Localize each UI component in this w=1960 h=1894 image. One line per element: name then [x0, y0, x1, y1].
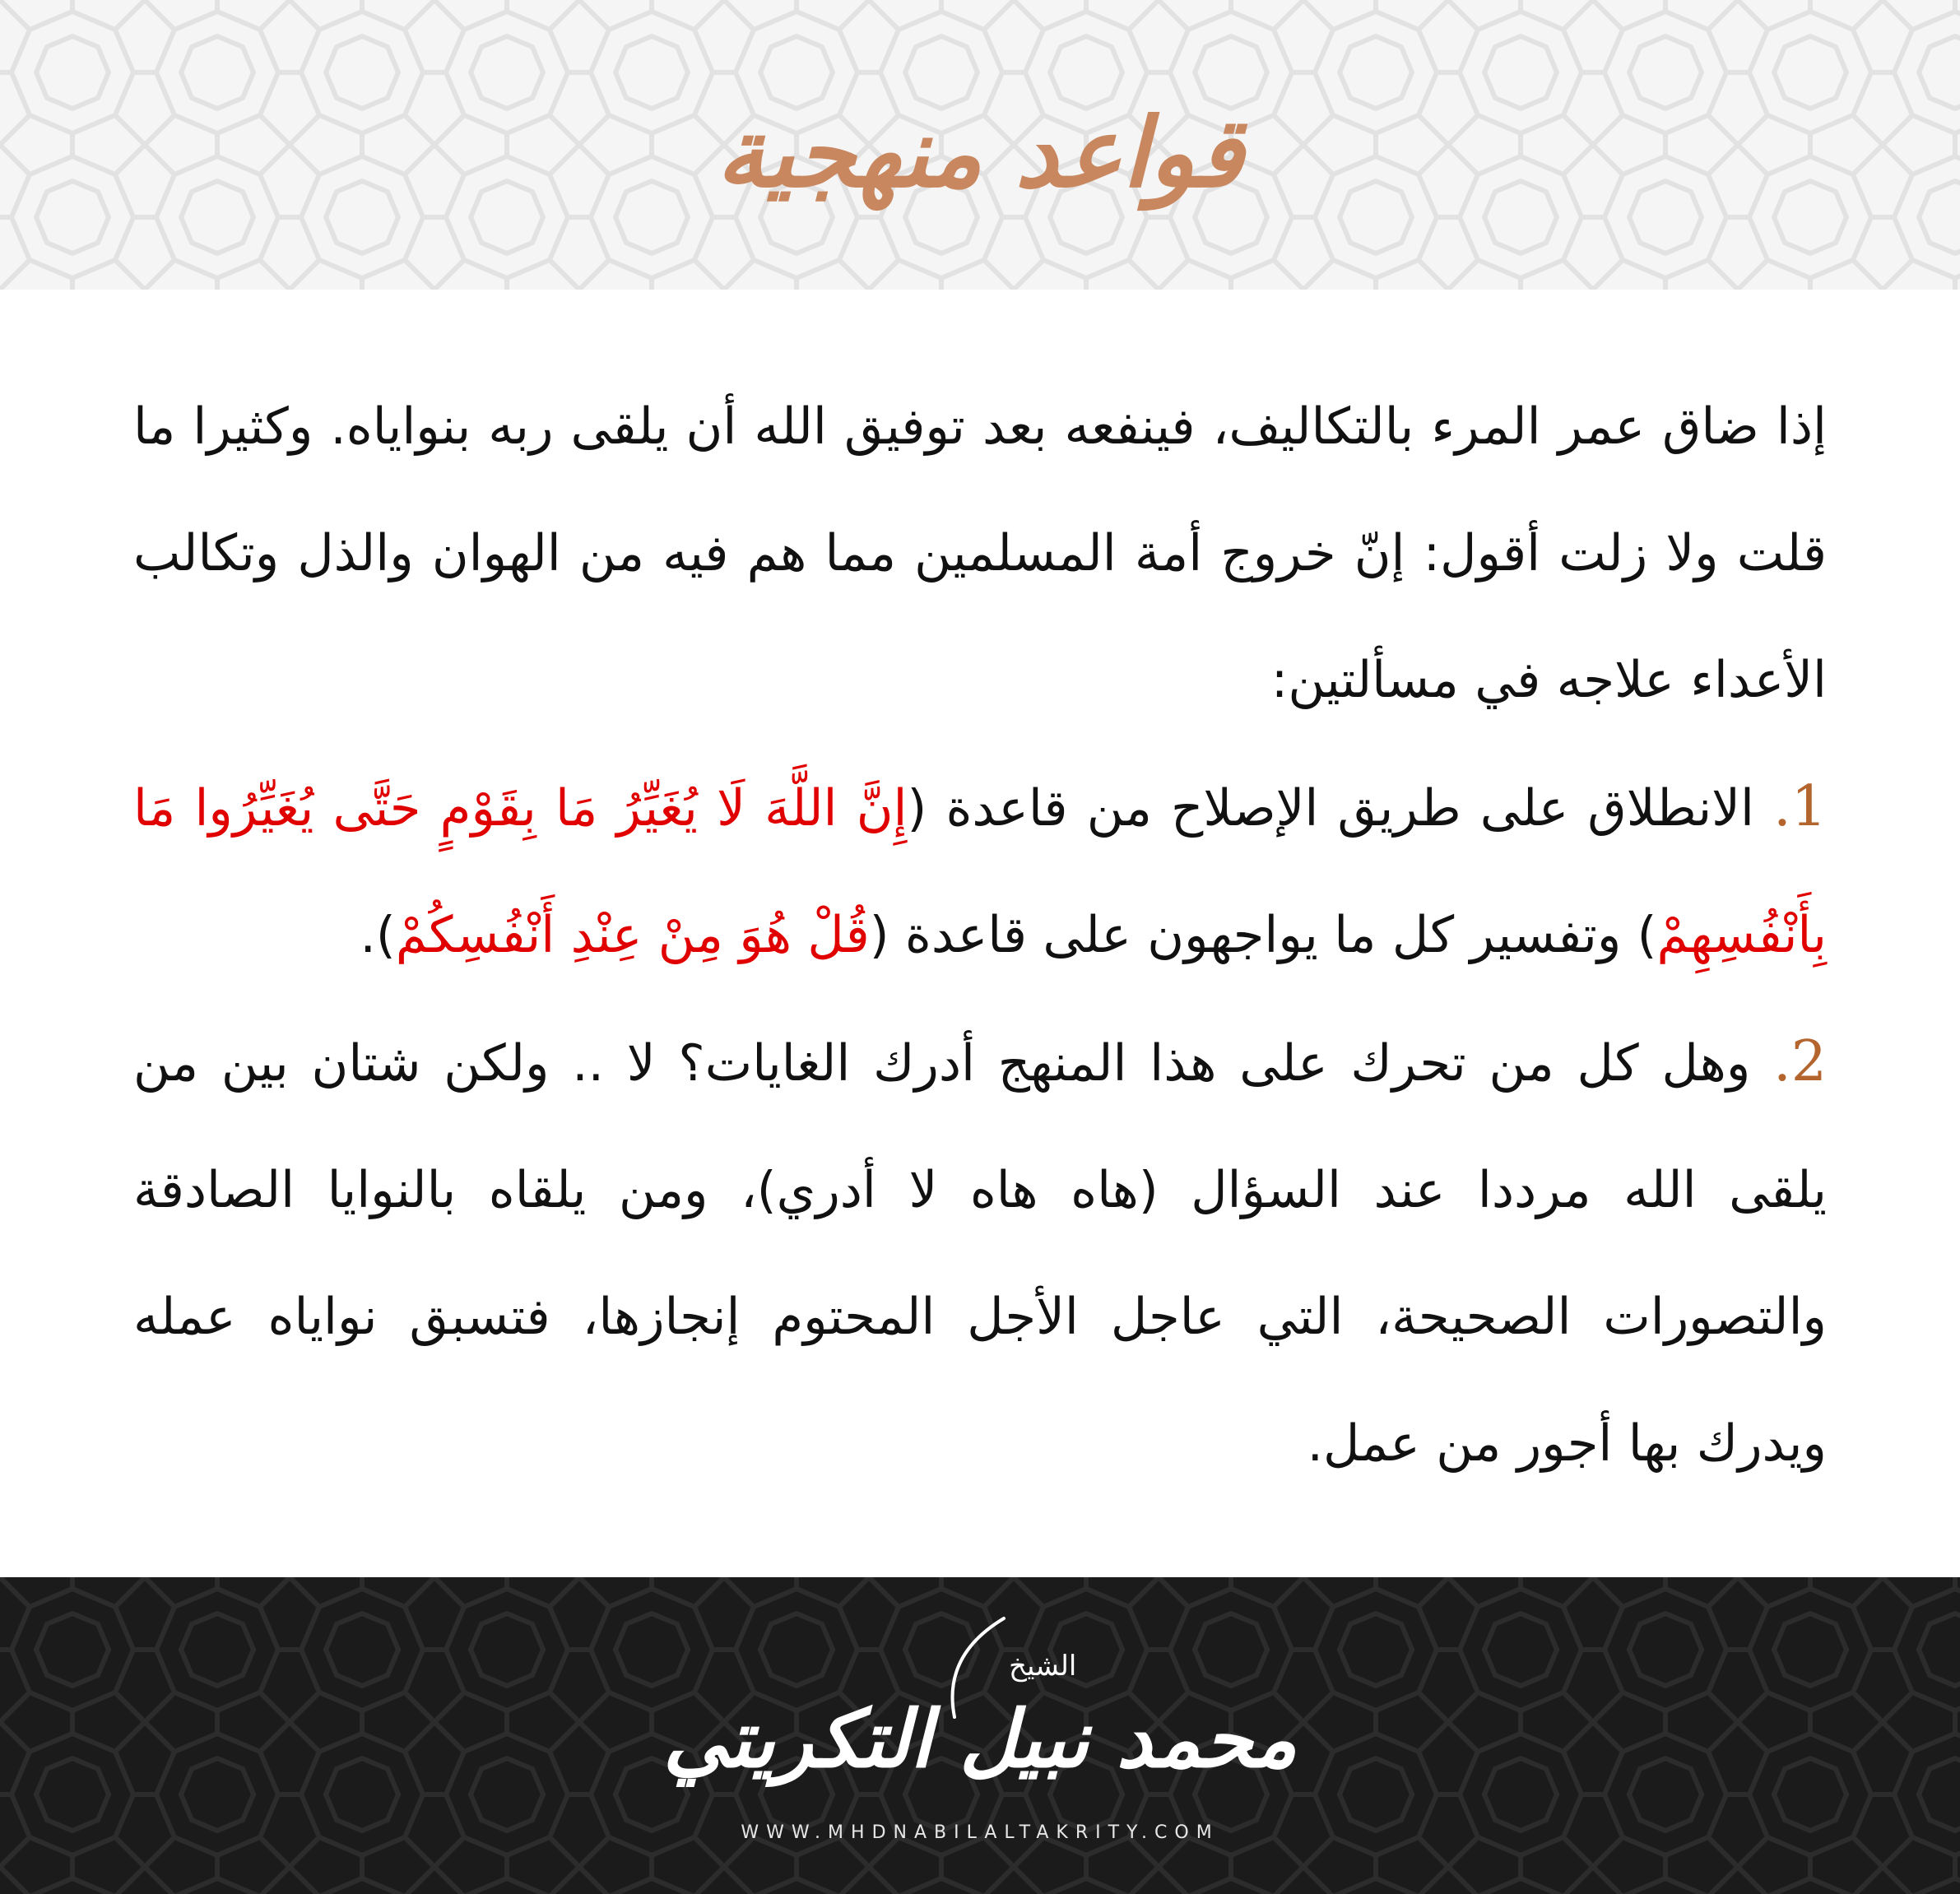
list-item-2-number: 2.: [1773, 1029, 1828, 1094]
list-item-1-number: 1.: [1773, 774, 1828, 839]
article-body: [133, 364, 1827, 1507]
quran-verse-2: قُلْ هُوَ مِنْ عِنْدِ أَنْفُسِكُمْ: [395, 906, 870, 964]
list-item-1-text-c: ).: [360, 906, 396, 964]
list-item-2: [133, 999, 1827, 1507]
sheikh-label: الشيخ: [1009, 1650, 1077, 1683]
list-item-1-text-a: الانطلاق على طريق الإصلاح من قاعدة (: [907, 779, 1754, 838]
header-title: قواعد منهجية: [716, 97, 1244, 209]
footer-banner: [0, 1577, 1960, 1894]
quran-verse-1: إِنَّ اللَّهَ لَا يُغَيِّرُ مَا بِقَوْمٍ حَتَّى يُغَيِّرُوا مَا بِأَنْفُسِهِمْ: [133, 779, 1827, 964]
website-url: WWW.MHDNABILALTAKRITY.COM: [741, 1822, 1219, 1843]
list-item-1-text-b: ) وتفسير كل ما يواجهون على قاعدة (: [869, 906, 1657, 964]
list-item-2-text: وهل كل من تحرك على هذا المنهج أدرك الغايات؟ لا .. ولكن شتان بين من يلقى الله مرددا عند السؤال (هاه هاه لا أدري)، ومن يلقاه بالنوايا الصادقة والتصورات الصحيحة، التي عاجل الأجل المحتوم إنجازها، فتسبق نواياه عمله ويدرك بها أجور من عمل.: [133, 1034, 1827, 1473]
list-item-1: [133, 744, 1827, 999]
header-banner: [0, 0, 1960, 290]
author-signature: محمد نبيل التكريتي: [662, 1692, 1298, 1785]
intro-paragraph: إذا ضاق عمر المرء بالتكاليف، فينفعه بعد توفيق الله أن يلقى ربه بنواياه. وكثيرا ما قلت ولا زلت أقول: إنّ خروج أمة المسلمين مما هم فيه من الهوان والذل وتكالب الأعداء علاجه في مسألتين:: [133, 397, 1827, 709]
